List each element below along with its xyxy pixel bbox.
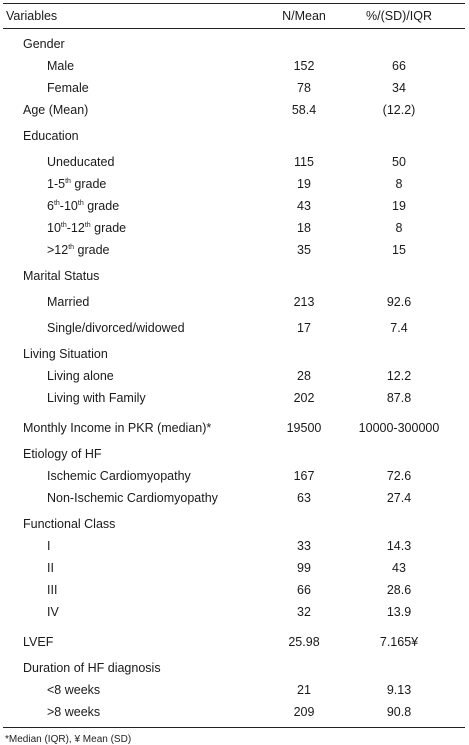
table-row	[3, 387, 465, 409]
row-label: Living alone	[47, 369, 114, 383]
row-pct: 8	[395, 221, 403, 235]
header-variables: Variables	[6, 9, 58, 23]
row-n: 58.4	[291, 103, 317, 117]
row-n: 115	[294, 155, 314, 169]
section-label: Duration of HF diagnosis	[23, 661, 161, 675]
row-label: III	[47, 583, 58, 597]
table-row	[3, 151, 465, 173]
row-pct: 19	[392, 199, 406, 213]
row-pct: 92.6	[386, 295, 412, 309]
row-n: 19	[297, 177, 311, 191]
row-n: 33	[297, 539, 311, 553]
row-label: >12th grade	[47, 243, 110, 257]
table-row	[3, 601, 465, 623]
row-n: 152	[293, 59, 315, 73]
table-row	[3, 77, 465, 99]
row-n: 66	[297, 583, 311, 597]
section-label: Gender	[23, 37, 65, 51]
row-label: <8 weeks	[47, 683, 101, 697]
section-label: Marital Status	[23, 269, 100, 283]
section-label: Functional Class	[23, 517, 116, 531]
header-n-mean: N/Mean	[282, 9, 326, 23]
table-row	[3, 579, 465, 601]
bottom-rule	[3, 727, 465, 728]
row-label: Married	[47, 295, 90, 309]
row-pct: 66	[392, 59, 406, 73]
row-pct: 43	[392, 561, 406, 575]
row-pct: 7.4	[390, 321, 408, 335]
table-row	[3, 317, 465, 339]
row-age	[3, 99, 465, 121]
row-label: Ischemic Cardiomyopathy	[47, 469, 191, 483]
table-row	[3, 487, 465, 509]
row-label: IV	[47, 605, 59, 619]
table-row	[3, 679, 465, 701]
section-education	[3, 125, 465, 147]
row-n: 28	[297, 369, 311, 383]
row-n: 25.98	[288, 635, 320, 649]
section-etiology	[3, 443, 465, 465]
table-row	[3, 195, 465, 217]
row-n: 78	[297, 81, 311, 95]
row-label: >8 weeks	[47, 705, 101, 719]
row-pct: 72.6	[386, 469, 412, 483]
table-row	[3, 291, 465, 313]
table-row	[3, 701, 465, 723]
section-gender	[3, 33, 465, 55]
row-pct: 10000-300000	[358, 421, 440, 435]
row-label: Female	[47, 81, 89, 95]
row-n: 19500	[286, 421, 322, 435]
row-n: 213	[293, 295, 315, 309]
table-row	[3, 535, 465, 557]
section-label: Living Situation	[23, 347, 108, 361]
row-label: Monthly Income in PKR (median)*	[23, 421, 212, 435]
table-row	[3, 173, 465, 195]
row-n: 167	[293, 469, 315, 483]
row-label: 1-5th grade	[47, 177, 107, 191]
row-n: 209	[293, 705, 315, 719]
row-label: I	[47, 539, 51, 553]
table-row	[3, 365, 465, 387]
row-n: 63	[297, 491, 311, 505]
row-label: LVEF	[23, 635, 54, 649]
row-pct: 14.3	[386, 539, 412, 553]
section-functional	[3, 513, 465, 535]
row-pct: 13.9	[386, 605, 412, 619]
row-n: 202	[293, 391, 315, 405]
row-label: Uneducated	[47, 155, 115, 169]
row-n: 99	[297, 561, 311, 575]
demographics-table	[3, 3, 465, 745]
header-pct: %/(SD)/IQR	[366, 9, 432, 23]
row-n: 35	[297, 243, 311, 257]
row-label: Single/divorced/widowed	[47, 321, 185, 335]
row-pct: 50	[392, 155, 406, 169]
table-row	[3, 465, 465, 487]
row-pct: 87.8	[386, 391, 412, 405]
table-row	[3, 557, 465, 579]
table-row	[3, 239, 465, 261]
row-pct: 28.6	[386, 583, 412, 597]
row-label: Living with Family	[47, 391, 146, 405]
section-label: Etiology of HF	[23, 447, 102, 461]
row-n: 21	[297, 683, 311, 697]
row-label: Non-Ischemic Cardiomyopathy	[47, 491, 218, 505]
row-pct: 15	[392, 243, 406, 257]
section-marital	[3, 265, 465, 287]
section-label: Education	[23, 129, 79, 143]
table-row	[3, 217, 465, 239]
table-header	[3, 4, 465, 29]
row-income	[3, 417, 465, 439]
row-label: Age (Mean)	[23, 103, 89, 117]
row-pct: 8	[395, 177, 403, 191]
section-duration	[3, 657, 465, 679]
table-row	[3, 55, 465, 77]
row-label: II	[47, 561, 54, 575]
row-n: 32	[297, 605, 311, 619]
row-n: 43	[297, 199, 311, 213]
row-label: 6th-10th grade	[47, 199, 120, 213]
row-pct: 9.13	[386, 683, 412, 697]
row-pct: 27.4	[386, 491, 412, 505]
row-pct: 12.2	[386, 369, 412, 383]
table-footnote: *Median (IQR), ¥ Mean (SD)	[5, 734, 132, 745]
row-n: 18	[297, 221, 311, 235]
row-lvef	[3, 631, 465, 653]
row-pct: (12.2)	[382, 103, 416, 117]
row-label: 10th-12th grade	[47, 221, 127, 235]
row-label: Male	[47, 59, 75, 73]
row-pct: 7.165¥	[379, 635, 419, 649]
row-pct: 90.8	[386, 705, 412, 719]
row-pct: 34	[392, 81, 406, 95]
section-living	[3, 343, 465, 365]
row-n: 17	[297, 321, 311, 335]
